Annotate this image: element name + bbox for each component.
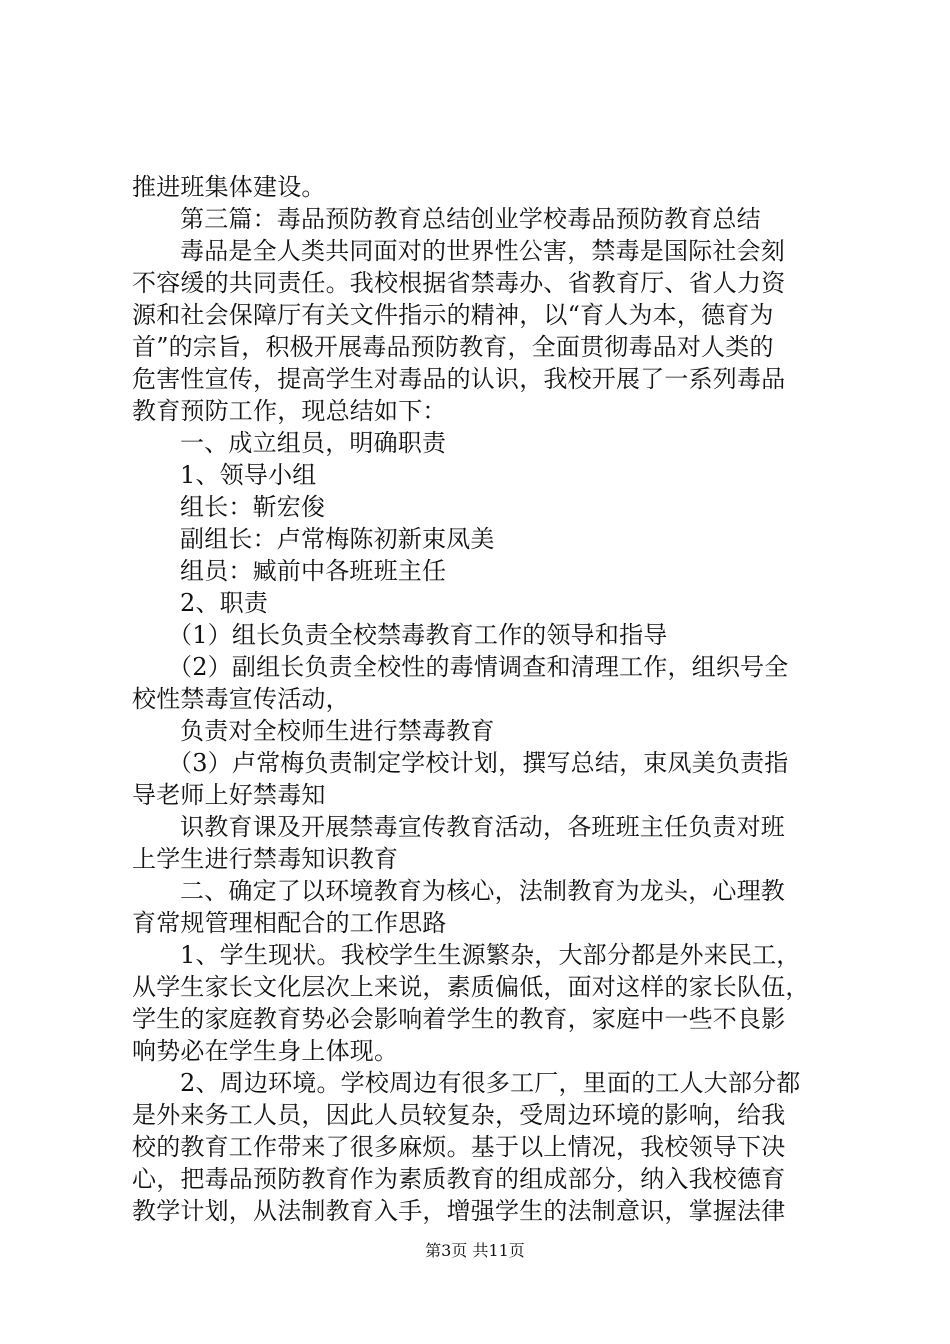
text-line: 危害性宣传，提高学生对毒品的认识，我校开展了一系列毒品	[132, 365, 786, 393]
text-line: 推进班集体建设。	[132, 173, 326, 201]
section-heading: 二、确定了以环境教育为核心，法制教育为龙头，心理教	[180, 877, 785, 905]
text-line: 校性禁毒宣传活动，	[132, 685, 350, 713]
text-line: 响势必在学生身上体现。	[132, 1037, 399, 1065]
text-line: 组员：臧前中各班班主任	[180, 557, 447, 585]
text-line: 从学生家长文化层次上来说，素质偏低，面对这样的家长队伍，	[132, 973, 810, 1001]
text-line: 上学生进行禁毒知识教育	[132, 845, 399, 873]
text-line: 副组长：卢常梅陈初新束凤美	[180, 525, 495, 553]
text-line: 识教育课及开展禁毒宣传教育活动，各班班主任负责对班	[180, 813, 785, 841]
text-line: 首”的宗旨，积极开展毒品预防教育，全面贯彻毒品对人类的	[132, 333, 774, 361]
page-number-footer: 第3页 共11页	[425, 1241, 525, 1260]
text-line: 负责对全校师生进行禁毒教育	[180, 717, 495, 745]
text-line: （2）副组长负责全校性的毒情调查和清理工作，组织号全	[168, 653, 789, 681]
text-line: 组长：靳宏俊	[180, 493, 326, 521]
text-line: 2、周边环境。学校周边有很多工厂，里面的工人大部分都	[180, 1069, 801, 1097]
text-line: 校的教育工作带来了很多麻烦。基于以上情况，我校领导下决	[132, 1133, 786, 1161]
text-line: （3）卢常梅负责制定学校计划，撰写总结，束凤美负责指	[168, 749, 789, 777]
text-line: 毒品是全人类共同面对的世界性公害，禁毒是国际社会刻	[180, 237, 785, 265]
text-line: 源和社会保障厅有关文件指示的精神，以“育人为本，德育为	[132, 301, 774, 329]
text-line: 学生的家庭教育势必会影响着学生的教育，家庭中一些不良影	[132, 1005, 786, 1033]
text-line: 是外来务工人员，因此人员较复杂，受周边环境的影响，给我	[132, 1101, 786, 1129]
text-line: 育常规管理相配合的工作思路	[132, 909, 447, 937]
text-line: 不容缓的共同责任。我校根据省禁毒办、省教育厅、省人力资	[132, 269, 786, 297]
text-line: （1）组长负责全校禁毒教育工作的领导和指导	[168, 621, 668, 649]
subheading: 1、领导小组	[180, 461, 317, 489]
text-line: 教学计划，从法制教育入手，增强学生的法制意识，掌握法律	[132, 1197, 786, 1225]
section-heading: 第三篇：毒品预防教育总结创业学校毒品预防教育总结	[180, 205, 761, 233]
section-heading: 一、成立组员，明确职责	[180, 429, 447, 457]
text-line: 1、学生现状。我校学生生源繁杂，大部分都是外来民工，	[180, 941, 801, 969]
text-line: 教育预防工作，现总结如下：	[132, 397, 447, 425]
subheading: 2、职责	[180, 589, 269, 617]
text-line: 导老师上好禁毒知	[132, 781, 326, 809]
text-line: 心，把毒品预防教育作为素质教育的组成部分，纳入我校德育	[132, 1165, 786, 1193]
